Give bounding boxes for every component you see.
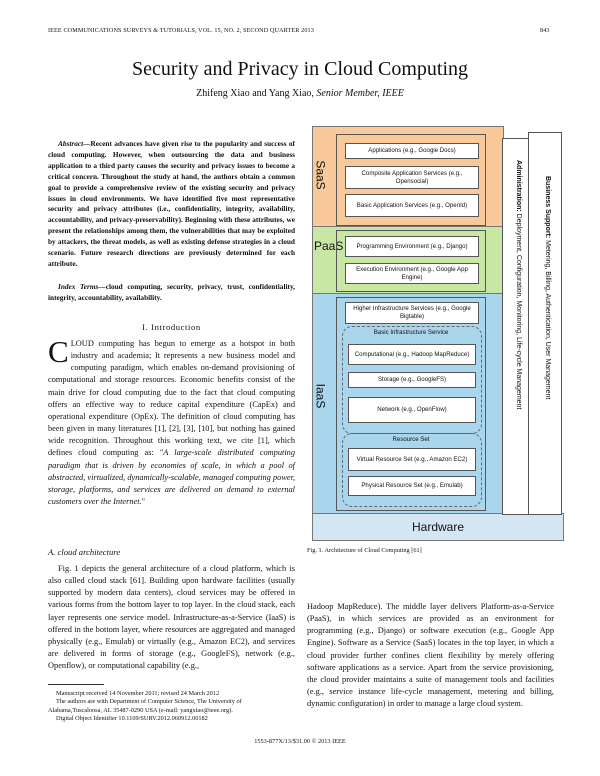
administration-bold: Administration: xyxy=(515,160,522,212)
drop-cap: C xyxy=(48,334,69,369)
index-terms xyxy=(48,282,295,304)
paas-box-programming: Programming Environment (e.g., Django) xyxy=(345,236,479,257)
author-suffix: Senior Member, IEEE xyxy=(316,88,404,99)
page-number: 843 xyxy=(540,27,550,34)
iaas-box-network: Network (e.g., OpenFlow) xyxy=(348,397,476,423)
saas-box-applications: Applications (e.g., Google Docs) xyxy=(345,143,479,159)
footnote-rule xyxy=(48,684,104,685)
business-support-text: Metering, Billing, Authentication, User Management xyxy=(544,238,551,400)
index-terms-lead: Index Terms xyxy=(58,282,99,291)
author-names: Zhifeng Xiao and Yang Xiao, xyxy=(196,88,314,99)
section-heading-introduction: I. Introduction xyxy=(142,322,201,332)
footnote-doi: Digital Object Identifier 10.1109/SURV.2012.060912.00182 xyxy=(56,715,208,723)
abstract-lead: Abstract xyxy=(58,139,84,148)
saas-label: SaaS xyxy=(313,160,328,190)
paper-title: Security and Privacy in Cloud Computing xyxy=(131,58,469,80)
business-support-bold: Business Support: xyxy=(544,176,551,239)
iaas-label: IaaS xyxy=(313,383,328,409)
intro-text: LOUD computing has begun to emerge as a hotspot in both industry and academia; It represents a new business model and computing paradigm, which enables on-demand provisioning of computational and storage resources. Economic benefits consist of the main drive for cloud computing due to the fact that cloud computing offers an effective way to reduce capital expenditure (CapEx) and operational expenditure (OpEx). The definition of cloud computing has been given in many literatures [1], [2], [3], [10], but nothing has gained wide recognition. Throughout this working text, we cite [1], which defines cloud computing as: " xyxy=(48,339,295,458)
iaas-box-virtual: Virtual Resource Set (e.g., Amazon EC2) xyxy=(348,448,476,471)
authors xyxy=(0,88,600,99)
iaas-box-storage: Storage (e.g., GoogleFS) xyxy=(348,372,476,388)
saas-box-composite: Composite Application Services (e.g., Opensocial) xyxy=(345,166,479,189)
abstract-text: —Recent advances have given rise to the popularity and success of cloud computing. However, when outsourcing the data and business application to a third party causes the security and privacy issues to become a critical concern. Throughout the study at hand, the authors obtain a common goal to provide a comprehensive review of the existing security and privacy issues in cloud environments. We have identified five most representative security and privacy attributes (i.e., confidentiality, integrity, availability, accountability, and privacy-preservability). Beginning with these attributes, we present the relationships among them, the vulnerabilities that may be exploited by attackers, the threat models, as well as existing defense strategies in a cloud scenario. Future research directions are previously determined for each attribute. xyxy=(48,139,295,268)
footnote-affiliation: The authors are with Department of Computer Science, The University of Alabama,Tuscaloosa, AL 35487-0290 USA (e-mail: yangxiao@ieee.org). xyxy=(48,698,242,714)
paas-label: PaaS xyxy=(314,239,344,253)
iaas-box-higher: Higher Infrastructure Services (e.g., Google Bigtable) xyxy=(345,302,479,324)
intro-quote-end: " xyxy=(141,497,146,507)
right-column-paragraph: Hadoop MapReduce). The middle layer delivers Platform-as-a-Service (PaaS), in which services are provided as an environment for programming (e.g., Django) or software execution (e.g., Google App Engine). Software as a Service (SaaS) locates in the top layer, in which a cloud provider further confines client flexibility by merely offering software applications as a service. Apart from the service provisioning, the cloud provider maintains a suite of management tools and facilities (e.g., service instance life-cycle management, metering and billing, dynamic configuration) in order to manage a large cloud system. xyxy=(307,602,554,709)
iaas-box-physical: Physical Resource Set (e.g., Emulab) xyxy=(348,476,476,496)
introduction-paragraph xyxy=(48,334,295,508)
running-header: IEEE COMMUNICATIONS SURVEYS & TUTORIALS, VOL. 15, NO. 2, SECOND QUARTER 2013 xyxy=(48,27,314,34)
figure-caption: Fig. 1. Architecture of Cloud Computing [61] xyxy=(307,547,422,554)
footnote-manuscript: Manuscript received 14 November 2011; revised 24 March 2012 xyxy=(56,690,220,697)
index-terms-text: —cloud computing, security, privacy, trust, confidentiality, integrity, accountability, availability. xyxy=(48,282,296,302)
administration-label xyxy=(515,160,522,409)
saas-box-basic: Basic Application Services (e.g., OpenId) xyxy=(345,194,479,217)
page-footer: 1553-877X/13/$31.00 © 2013 IEEE xyxy=(254,738,346,745)
resource-set-title: Resource Set xyxy=(392,436,430,443)
subsection-heading: A. cloud architecture xyxy=(48,547,121,557)
footnotes xyxy=(48,690,295,724)
hardware-layer: Hardware xyxy=(312,513,564,541)
abstract xyxy=(48,139,295,270)
basic-infrastructure-title: Basic Infrastructure Service xyxy=(373,329,449,336)
administration-text: Deployment, Configuration, Monitoring, Life-cycle Management xyxy=(515,211,522,410)
intro-quote: A large-scale distributed computing paradigm that is driven by economies of scale, in which a pool of abstracted, virtualized, dynamically-scalable, managed computing power, storage, platforms, and services are delivered on demand to external customers over the Internet. xyxy=(48,448,295,507)
paas-box-execution: Execution Environment (e.g., Google App Engine) xyxy=(345,263,479,284)
architecture-paragraph: Fig. 1 depicts the general architecture of a cloud platform, which is also called cloud stack [61]. Building upon hardware facilities (usually supported by modern data centers), cloud services may be offered in various forms from the bottom layer to top layer. In the cloud stack, each layer represents one service model. Infrastructure-as-a-Service (IaaS) is offered in the bottom layer, where resources are aggregated and managed physically (e.g., Emulab) or virtually (e.g., Amazon EC2), and services are delivered in forms of storage (e.g., GoogleFS), network (e.g., Openflow), or computational capability (e.g., xyxy=(48,564,295,671)
business-support-label xyxy=(544,176,551,399)
cloud-architecture-figure xyxy=(312,126,562,541)
iaas-box-computational: Computational (e.g., Hadoop MapReduce) xyxy=(348,344,476,365)
